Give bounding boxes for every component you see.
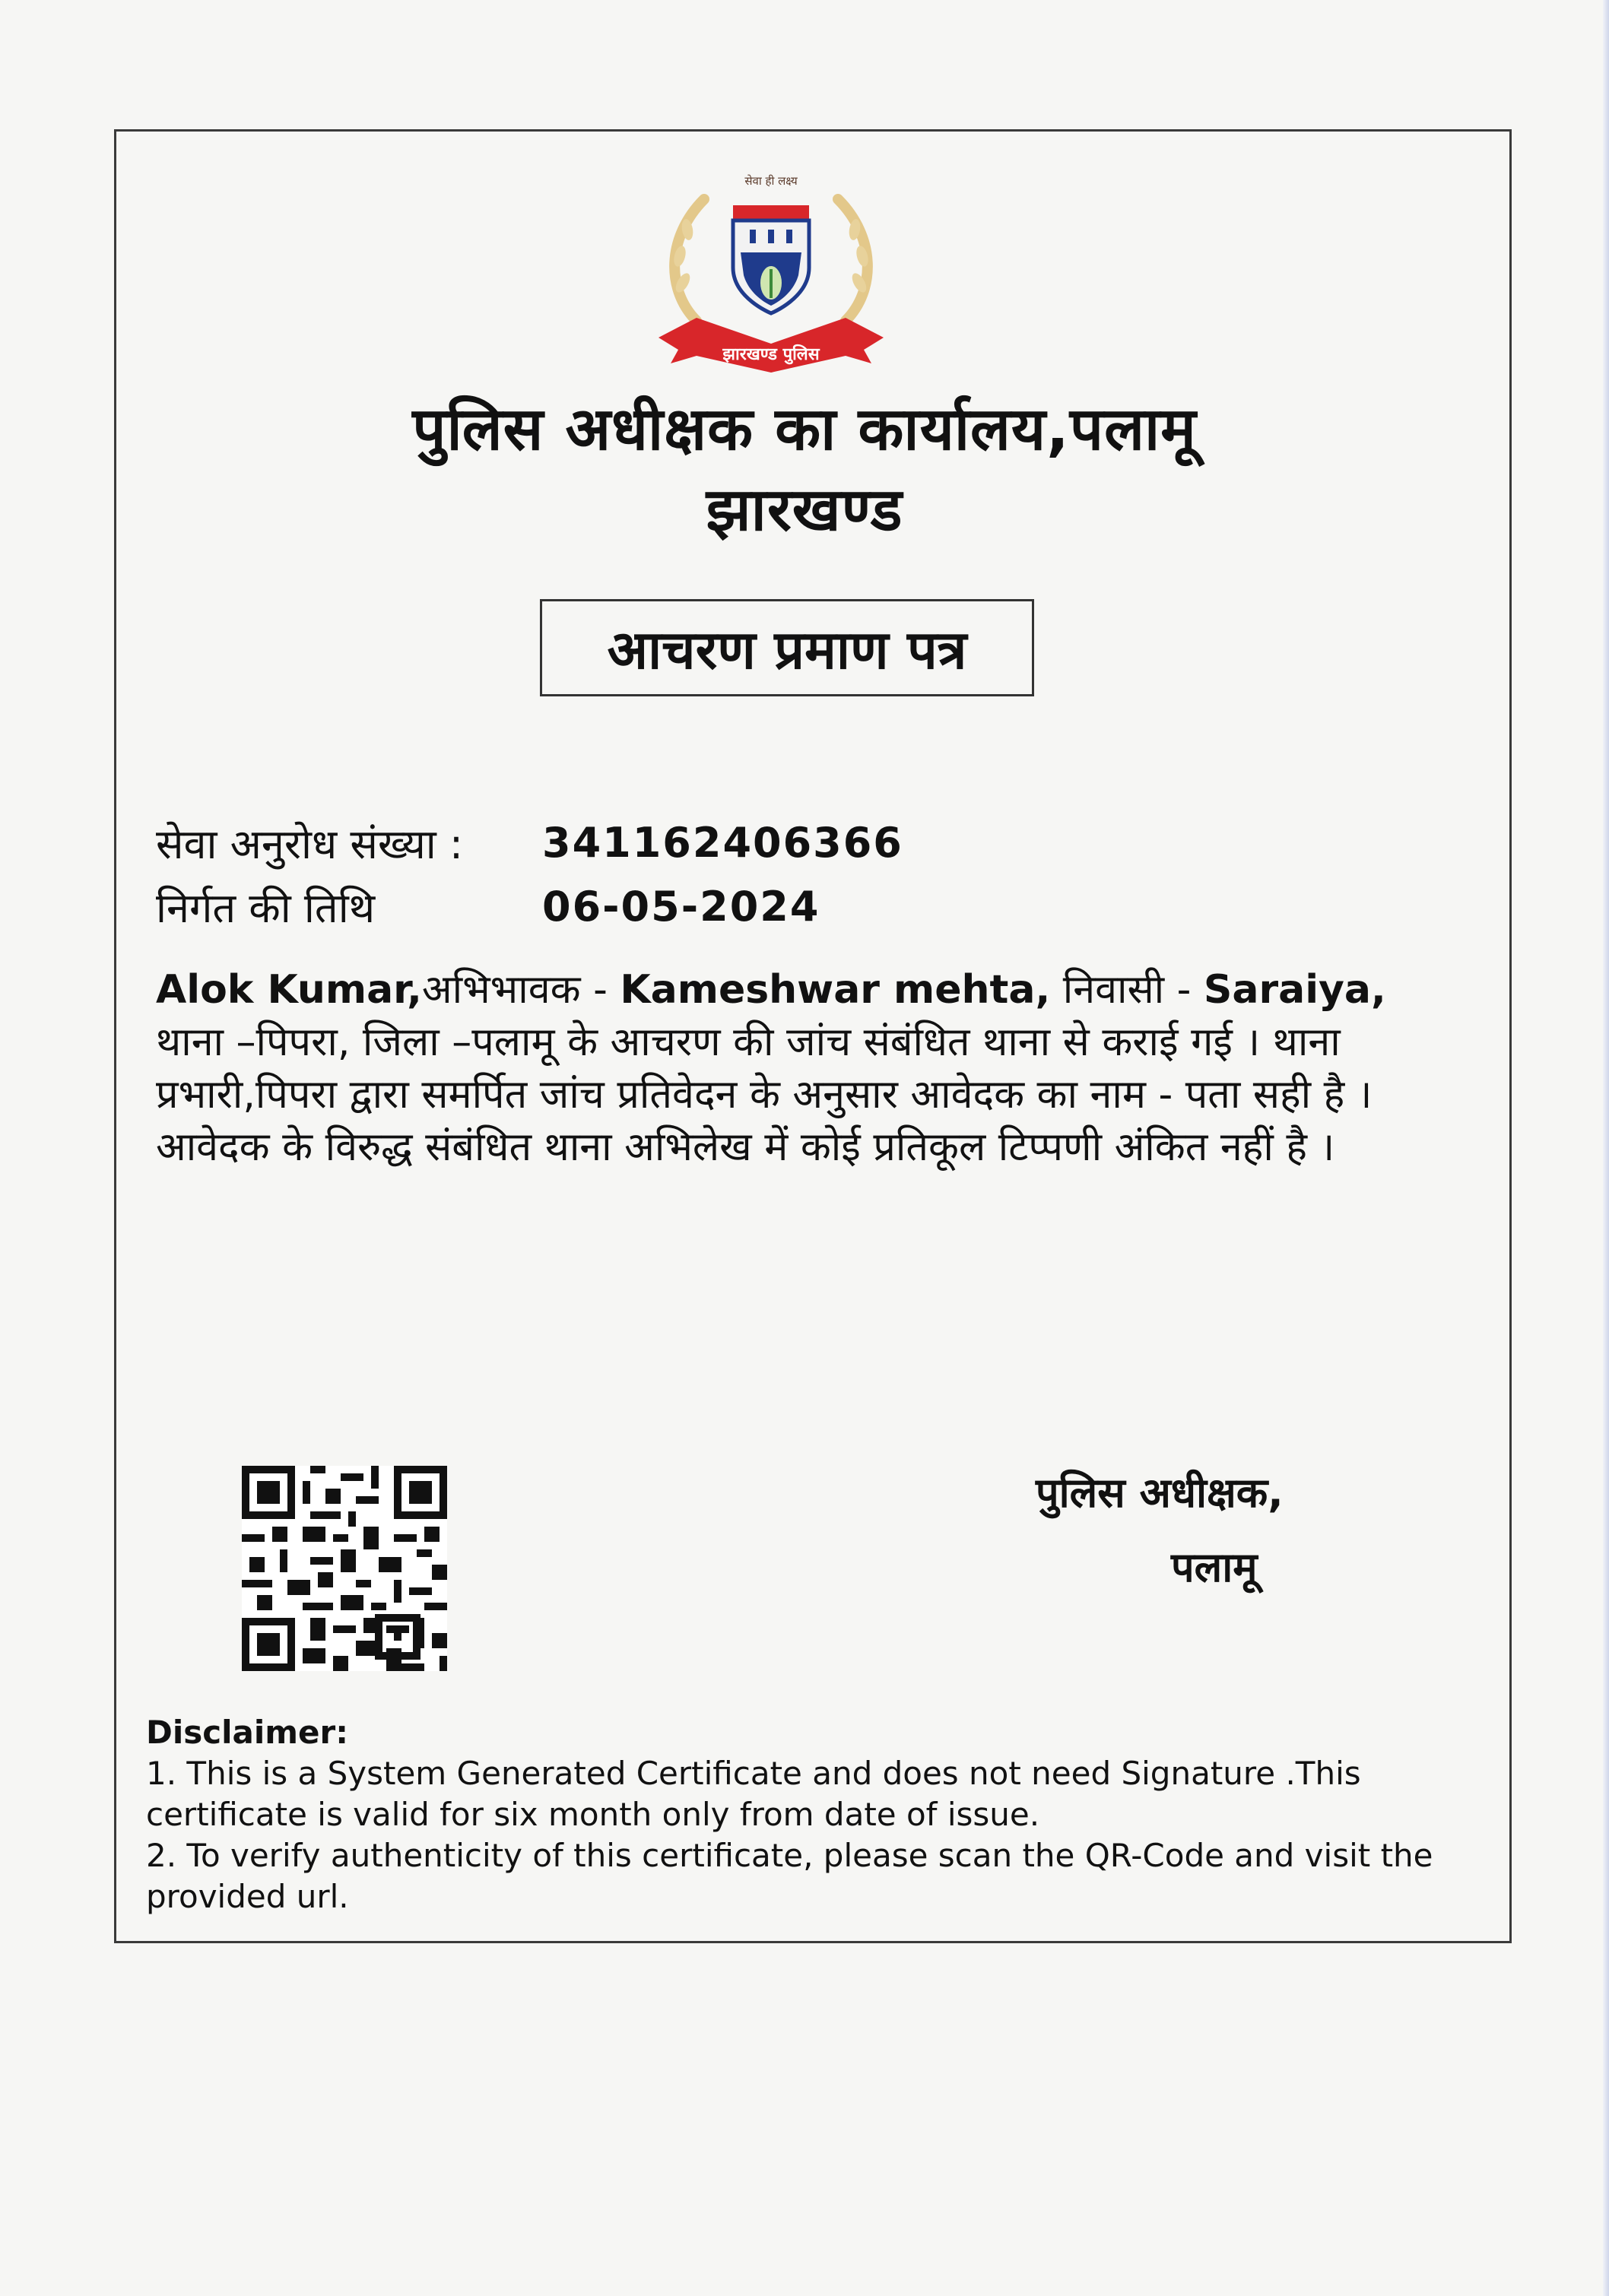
certificate-body — [156, 964, 1464, 1174]
resident-label: निवासी - — [1050, 967, 1204, 1013]
certificate-title: आचरण प्रमाण पत्र — [540, 599, 1034, 696]
certificate-statement: थाना –पिपरा, जिला –पलामू के आचरण की जांच संबंधित थाना से कराई गई । थाना प्रभारी,पिपरा द्वारा समर्पित जांच प्रतिवेदन के अनुसार आवेदक का नाम - पता सही है । आवेदक के विरुद्ध संबंधित थाना अभिलेख में कोई प्रतिकूल टिप्पणी अंकित नहीं है । — [156, 1020, 1373, 1170]
disclaimer-line-2: 2. To verify authenticity of this certificate, please scan the QR-Code and visit the provided url. — [146, 1837, 1433, 1915]
signatory-place: पलामू — [1171, 1543, 1258, 1591]
disclaimer-line-1: 1. This is a System Generated Certificate and does not need Signature .This certificate is valid for six month only from date of issue. — [146, 1755, 1361, 1833]
issue-date-row — [156, 879, 820, 934]
disclaimer-heading: Disclaimer: — [146, 1714, 349, 1751]
office-title-line1: पुलिस अधीक्षक का कार्यालय,पलामू — [412, 395, 1197, 464]
guardian-name: Kameshwar mehta, — [620, 967, 1051, 1013]
emblem-motto: सेवा ही लक्ष्य — [744, 174, 798, 188]
emblem-ribbon-text: झारखण्ड पुलिस — [722, 345, 820, 364]
guardian-label: अभिभावक - — [421, 967, 620, 1013]
signatory-designation: पुलिस अधीक्षक, — [1036, 1469, 1284, 1517]
village-name: Saraiya, — [1203, 967, 1386, 1013]
disclaimer — [146, 1712, 1484, 1917]
applicant-name: Alok Kumar, — [156, 967, 422, 1013]
issue-date-label: निर्गत की तिथि — [156, 884, 376, 932]
office-title-line2: झारखण्ड — [706, 476, 903, 544]
service-request-row — [156, 815, 903, 870]
page-edge-shade — [1603, 0, 1609, 2296]
service-request-number: 341162406366 — [542, 818, 903, 867]
verification-qr-code-icon — [242, 1466, 447, 1671]
service-request-label: सेवा अनुरोध संख्या : — [156, 820, 464, 868]
issue-date-value: 06-05-2024 — [542, 882, 820, 931]
